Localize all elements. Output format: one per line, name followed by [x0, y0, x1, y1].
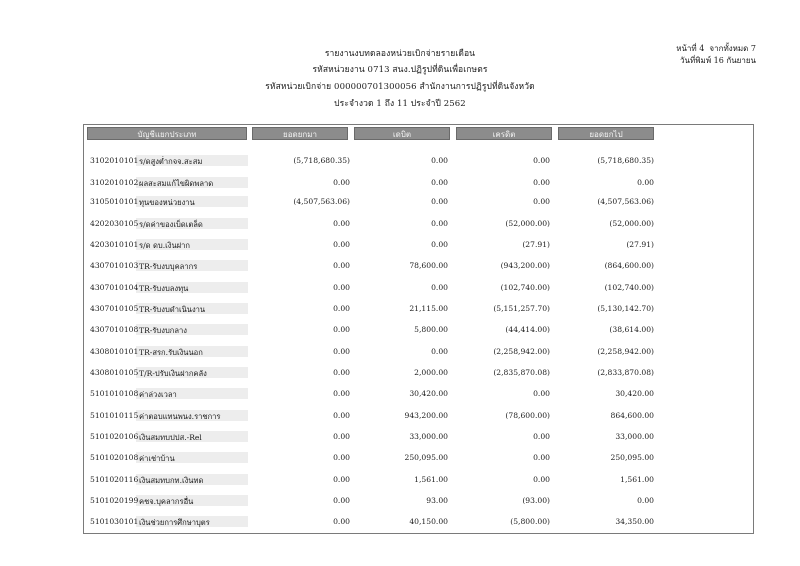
credit-value: (5,151,257.70) — [493, 304, 550, 313]
account-name: คชจ.บุคลากรอื่น — [139, 497, 194, 506]
table-row — [0, 219, 800, 233]
account-code: 4203010101 — [90, 240, 139, 249]
credit-value: 0.00 — [533, 475, 550, 484]
account-name: ค่าตอบแทนพนง.ราชการ — [139, 412, 221, 421]
account-code: 4307010105 — [90, 304, 139, 313]
brought-forward-value: 0.00 — [333, 219, 350, 228]
col-carried-forward-header: ยอดยกไป — [558, 127, 654, 140]
account-code: 4202030105 — [90, 219, 139, 228]
account-code: 3102010101 — [90, 156, 139, 165]
report-title: รายงานงบทดลองหน่วยเบิกจ่ายรายเดือน — [324, 49, 476, 59]
table-row — [0, 475, 800, 489]
disbursement-line: รหัสหน่วยเบิกจ่าย 000000701300056 สำนักงานการปฏิรูปที่ดินจังหวัด — [265, 82, 535, 92]
brought-forward-value: 0.00 — [333, 325, 350, 334]
account-name: ร/ด ดบ.เงินฝาก — [139, 241, 190, 250]
table-row — [0, 432, 800, 446]
account-code: 4308010105 — [90, 368, 139, 377]
debit-value: 0.00 — [431, 178, 448, 187]
account-name: เงินสมทบกท.เงินทด — [139, 476, 204, 485]
account-code: 5101010108 — [90, 389, 139, 398]
brought-forward-value: 0.00 — [333, 347, 350, 356]
debit-value: 78,600.00 — [409, 261, 448, 270]
debit-value: 93.00 — [426, 496, 448, 505]
carried-forward-value: 33,000.00 — [615, 432, 654, 441]
brought-forward-value: 0.00 — [333, 432, 350, 441]
col-account-header: บัญชีแยกประเภท — [87, 127, 247, 140]
table-row — [0, 178, 800, 192]
debit-value: 943,200.00 — [404, 411, 448, 420]
table-row — [0, 411, 800, 425]
credit-value: 0.00 — [533, 453, 550, 462]
debit-value: 2,000.00 — [414, 368, 448, 377]
debit-value: 0.00 — [431, 347, 448, 356]
account-name: ทุนของหน่วยงาน — [139, 198, 195, 207]
account-code: 4307010103 — [90, 261, 139, 270]
table-row — [0, 261, 800, 275]
table-row — [0, 304, 800, 318]
account-code: 5101020116 — [90, 475, 139, 484]
carried-forward-value: 250,095.00 — [610, 453, 654, 462]
account-code: 4307010104 — [90, 283, 139, 292]
account-code: 5101020199 — [90, 496, 139, 505]
account-code: 4308010101 — [90, 347, 139, 356]
debit-value: 33,000.00 — [409, 432, 448, 441]
account-name: TR-รับงบบุคลากร — [139, 262, 198, 271]
account-name: TR-รับงบลงทุน — [139, 284, 189, 293]
period-line: ประจำงวด 1 ถึง 11 ประจำปี 2562 — [334, 99, 466, 109]
brought-forward-value: 0.00 — [333, 368, 350, 377]
debit-value: 0.00 — [431, 240, 448, 249]
debit-value: 0.00 — [431, 197, 448, 206]
table-row — [0, 325, 800, 339]
account-code: 5101030101 — [90, 517, 139, 526]
unit-line: รหัสหน่วยงาน 0713 สนง.ปฏิรูปที่ดินเพื่อเกษตร — [312, 65, 488, 75]
debit-value: 0.00 — [431, 219, 448, 228]
carried-forward-value: 0.00 — [637, 178, 654, 187]
credit-value: (102,740.00) — [500, 283, 550, 292]
brought-forward-value: (5,718,680.35) — [293, 156, 350, 165]
table-row — [0, 240, 800, 254]
brought-forward-value: 0.00 — [333, 178, 350, 187]
brought-forward-value: 0.00 — [333, 261, 350, 270]
account-name: เงินช่วยการศึกษาบุตร — [139, 518, 210, 527]
account-name: ร/ดค่าของเบ็ดเตล็ด — [139, 220, 203, 229]
carried-forward-value: 30,420.00 — [615, 389, 654, 398]
table-row — [0, 496, 800, 510]
page-total: จากทั้งหมด 7 — [709, 44, 756, 53]
page-label: หน้าที่ 4 — [676, 44, 705, 53]
credit-value: (93.00) — [522, 496, 550, 505]
credit-value: 0.00 — [533, 197, 550, 206]
account-code: 3105010101 — [90, 197, 139, 206]
account-code: 4307010108 — [90, 325, 139, 334]
col-credit-header: เครดิต — [456, 127, 552, 140]
debit-value: 250,095.00 — [404, 453, 448, 462]
credit-value: 0.00 — [533, 178, 550, 187]
carried-forward-value: (38,614.00) — [609, 325, 654, 334]
table-row — [0, 389, 800, 403]
carried-forward-value: (2,833,870.08) — [597, 368, 654, 377]
debit-value: 40,150.00 — [409, 517, 448, 526]
account-name: ร/ดสูงต่ำกจจ.สะสม — [139, 157, 203, 166]
table-row — [0, 197, 800, 211]
credit-value: (2,258,942.00) — [493, 347, 550, 356]
table-row — [0, 517, 800, 531]
credit-value: (2,835,870.08) — [493, 368, 550, 377]
debit-value: 1,561.00 — [414, 475, 448, 484]
carried-forward-value: (4,507,563.06) — [597, 197, 654, 206]
carried-forward-value: (27.91) — [626, 240, 654, 249]
account-name: TR-สรก.รับเงินนอก — [139, 348, 203, 357]
account-name: เงินสมทบปปส.-Rel — [139, 433, 202, 442]
credit-value: (27.91) — [522, 240, 550, 249]
carried-forward-value: (864,600.00) — [604, 261, 654, 270]
table-row — [0, 156, 800, 170]
brought-forward-value: 0.00 — [333, 283, 350, 292]
carried-forward-value: (5,130,142.70) — [597, 304, 654, 313]
col-brought-forward-header: ยอดยกมา — [252, 127, 348, 140]
carried-forward-value: 0.00 — [637, 496, 654, 505]
print-date: วันที่พิมพ์ 16 กันยายน — [680, 56, 756, 65]
brought-forward-value: 0.00 — [333, 240, 350, 249]
credit-value: (52,000.00) — [505, 219, 550, 228]
account-name: ค่าเช่าบ้าน — [139, 454, 175, 463]
credit-value: 0.00 — [533, 156, 550, 165]
account-name: TR-รับงบดำเนินงาน — [139, 305, 206, 314]
carried-forward-value: 1,561.00 — [620, 475, 654, 484]
brought-forward-value: 0.00 — [333, 475, 350, 484]
brought-forward-value: 0.00 — [333, 517, 350, 526]
brought-forward-value: 0.00 — [333, 411, 350, 420]
debit-value: 0.00 — [431, 283, 448, 292]
account-code: 5101010115 — [90, 411, 139, 420]
credit-value: (78,600.00) — [505, 411, 550, 420]
brought-forward-value: 0.00 — [333, 389, 350, 398]
credit-value: (44,414.00) — [505, 325, 550, 334]
account-name: ผลสะสมแก้ไขผิดพลาด — [139, 179, 214, 188]
debit-value: 5,800.00 — [414, 325, 448, 334]
carried-forward-value: (52,000.00) — [609, 219, 654, 228]
table-row — [0, 347, 800, 361]
debit-value: 21,115.00 — [409, 304, 448, 313]
carried-forward-value: (102,740.00) — [604, 283, 654, 292]
account-name: T/R-ปรับเงินฝากคลัง — [139, 369, 207, 378]
account-name: TR-รับงบกลาง — [139, 326, 187, 335]
credit-value: 0.00 — [533, 389, 550, 398]
account-name: ค่าล่วงเวลา — [139, 390, 177, 399]
brought-forward-value: 0.00 — [333, 496, 350, 505]
account-code: 5101020106 — [90, 432, 139, 441]
table-row — [0, 283, 800, 297]
carried-forward-value: 34,350.00 — [615, 517, 654, 526]
brought-forward-value: 0.00 — [333, 304, 350, 313]
carried-forward-value: (5,718,680.35) — [597, 156, 654, 165]
debit-value: 0.00 — [431, 156, 448, 165]
credit-value: 0.00 — [533, 432, 550, 441]
table-row — [0, 368, 800, 382]
brought-forward-value: 0.00 — [333, 453, 350, 462]
debit-value: 30,420.00 — [409, 389, 448, 398]
credit-value: (5,800.00) — [510, 517, 550, 526]
carried-forward-value: (2,258,942.00) — [597, 347, 654, 356]
table-row — [0, 453, 800, 467]
carried-forward-value: 864,600.00 — [610, 411, 654, 420]
col-debit-header: เดบิต — [354, 127, 450, 140]
account-code: 3102010102 — [90, 178, 139, 187]
brought-forward-value: (4,507,563.06) — [293, 197, 350, 206]
account-code: 5101020108 — [90, 453, 139, 462]
credit-value: (943,200.00) — [500, 261, 550, 270]
